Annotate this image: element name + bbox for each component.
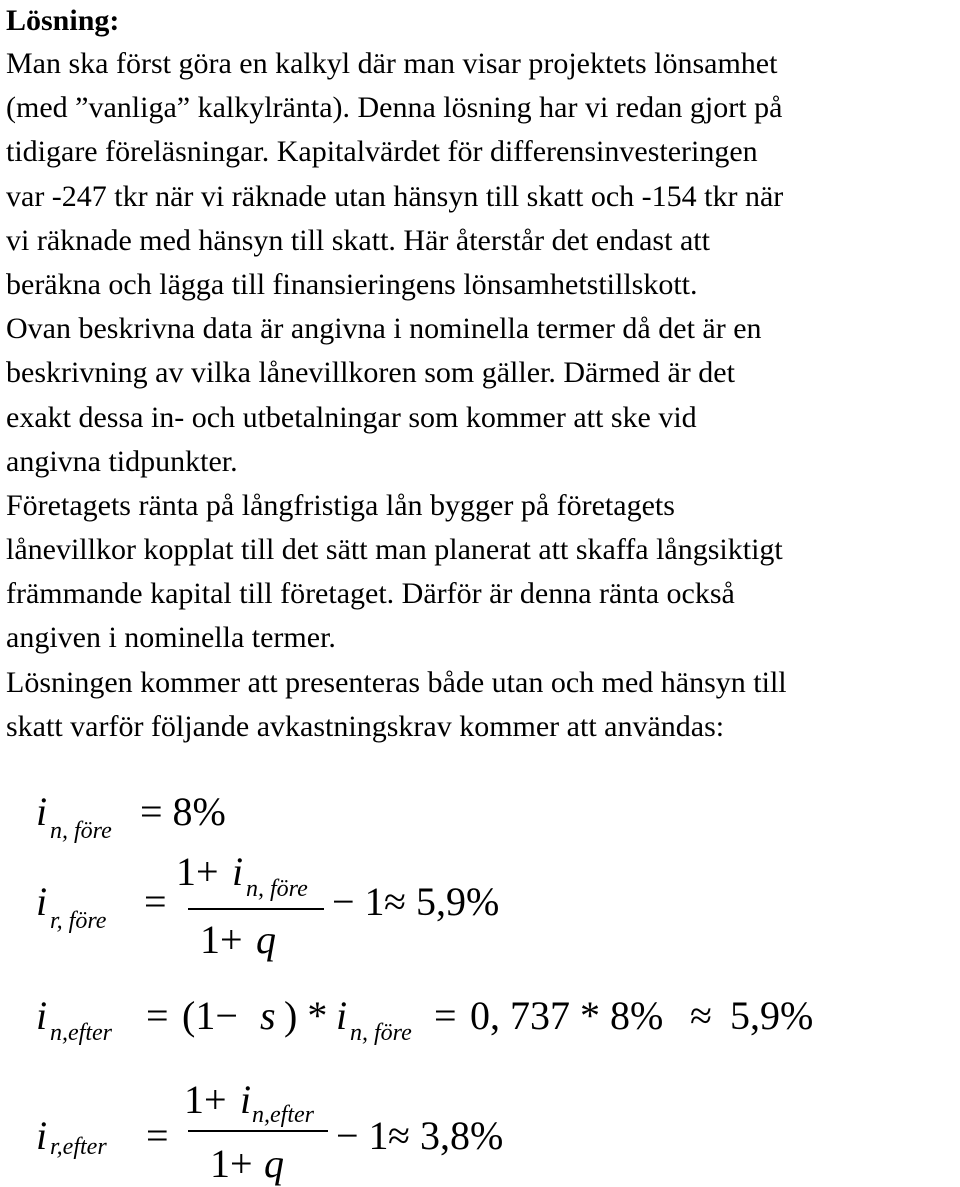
formula-numerator-subscript: n,efter	[252, 1102, 314, 1128]
paragraph-line: främmande kapital till företaget. Därför är denna ränta också	[6, 577, 735, 611]
formula-denominator-one-plus: 1+	[210, 1141, 253, 1186]
formula-rhs: = 8%	[140, 789, 226, 834]
formula-var: i	[36, 879, 48, 924]
formula-numerator-subscript: n, före	[246, 876, 308, 902]
formula-rhs-subscript: n, före	[350, 1020, 412, 1046]
paragraph-line: angivna tidpunkter.	[6, 444, 238, 478]
fraction-bar	[188, 1130, 328, 1132]
formula-numerator-one-plus: 1+	[176, 849, 219, 894]
formula-denominator-var: q	[256, 917, 276, 962]
paragraph-line: skatt varför följande avkastningskrav kommer att användas:	[6, 709, 725, 743]
paragraph-line: Företagets ränta på långfristiga lån bygger på företagets	[6, 488, 675, 522]
paragraph-line: beräkna och lägga till finansieringens lönsamhetstillskott.	[6, 267, 698, 301]
formula-approx: ≈	[388, 1113, 410, 1158]
formula-minus-one: − 1	[336, 1113, 389, 1158]
formula-var: i	[36, 789, 48, 834]
formula-close-paren: ) *	[284, 993, 328, 1038]
formula-subscript: n, före	[50, 818, 112, 844]
paragraph-line: lånevillkor kopplat till det sätt man planerat att skaffa långsiktigt	[6, 533, 783, 567]
formula-subscript: r,efter	[50, 1134, 107, 1160]
formula-equals: =	[146, 993, 169, 1038]
formula-var: i	[36, 993, 48, 1038]
formula-denominator-one-plus: 1+	[200, 917, 243, 962]
paragraph-line: (med ”vanliga” kalkylränta). Denna lösning har vi redan gjort på	[6, 91, 783, 125]
formula-rhs-var: i	[336, 993, 348, 1038]
formula-tax-var: s	[260, 993, 276, 1038]
formula-subscript: n,efter	[50, 1020, 112, 1046]
formula-numerator-var: i	[232, 849, 244, 894]
formula-minus-one: − 1	[332, 879, 385, 924]
formula-result: 5,9%	[416, 879, 500, 924]
fraction-bar	[188, 908, 324, 910]
formula-open-paren: (1−	[182, 993, 238, 1038]
paragraph-line: var -247 tkr när vi räknade utan hänsyn till skatt och -154 tkr när	[6, 179, 784, 213]
formula-equals: =	[144, 879, 167, 924]
formula-subscript: r, före	[50, 908, 107, 934]
formula-result: 5,9%	[730, 993, 814, 1038]
solution-heading: Lösning:	[6, 4, 120, 37]
formula-denominator-var: q	[264, 1141, 284, 1186]
formula-approx: ≈	[690, 993, 712, 1038]
formula-var: i	[36, 1113, 48, 1158]
paragraph-line: Man ska först göra en kalkyl där man visar projektets lönsamhet	[6, 47, 778, 80]
formula-numerator-one-plus: 1+	[184, 1077, 227, 1122]
paragraph-line: vi räknade med hänsyn till skatt. Här återstår det endast att	[6, 223, 710, 257]
formula-approx: ≈	[384, 879, 406, 924]
formula-product: 0, 737 * 8%	[470, 993, 664, 1038]
paragraph-line: tidigare föreläsningar. Kapitalvärdet för differensinvesteringen	[6, 135, 758, 169]
solution-paragraph	[6, 42, 960, 749]
paragraph-line: angiven i nominella termer.	[6, 621, 336, 655]
paragraph-line: beskrivning av vilka lånevillkoren som gäller. Därmed är det	[6, 356, 735, 390]
paragraph-line: Ovan beskrivna data är angivna i nominella termer då det är en	[6, 312, 762, 346]
paragraph-line: Lösningen kommer att presenteras både utan och med hänsyn till	[6, 665, 787, 699]
formula-numerator-var: i	[240, 1077, 252, 1122]
formula-equals: =	[146, 1113, 169, 1158]
formula-equals: =	[434, 993, 457, 1038]
formula-result: 3,8%	[420, 1113, 504, 1158]
paragraph-line: exakt dessa in- och utbetalningar som kommer att ske vid	[6, 400, 697, 434]
